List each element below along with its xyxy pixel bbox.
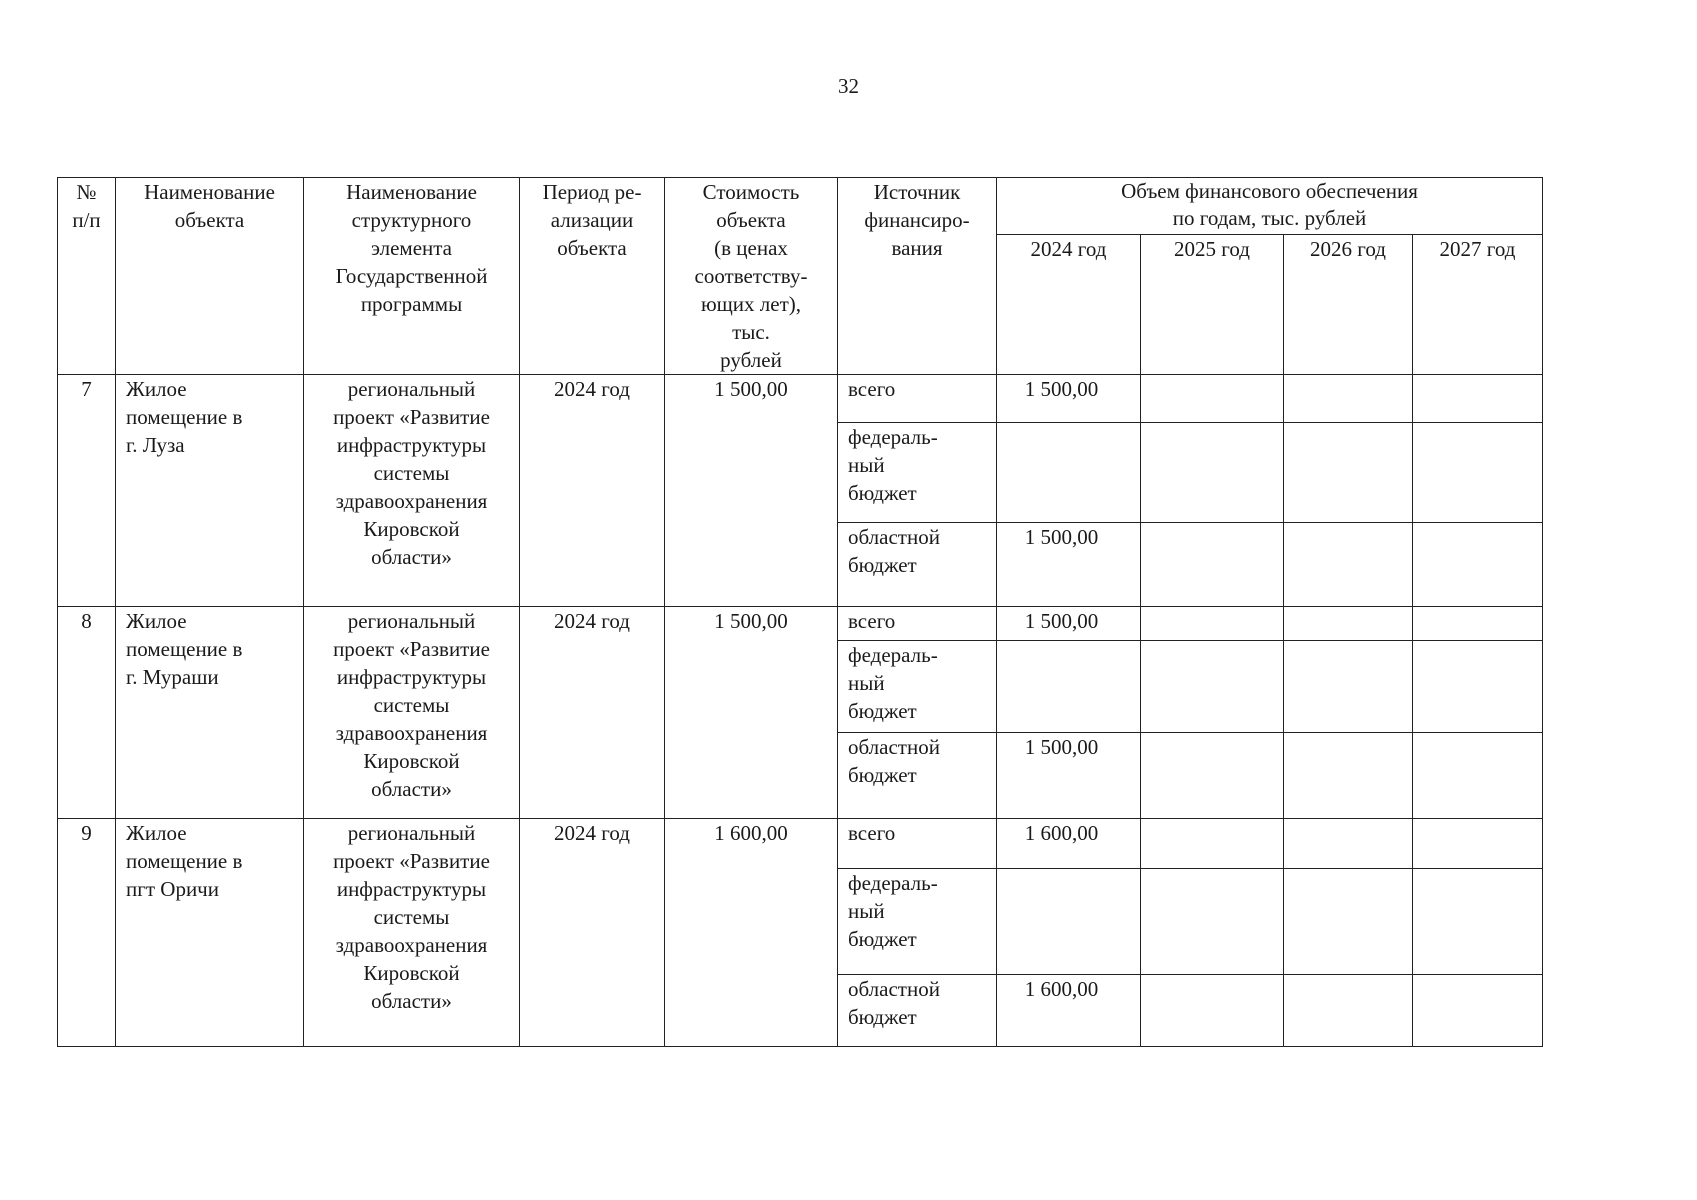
table-row: [58, 607, 1543, 641]
table-row: [58, 819, 1543, 869]
row-value: [1141, 819, 1284, 869]
row-source: всего: [838, 375, 997, 423]
row-num: 7: [58, 375, 116, 607]
page-number: 32: [838, 74, 859, 98]
row-source: федераль- ный бюджет: [838, 869, 997, 975]
row-source: областной бюджет: [838, 523, 997, 607]
row-cost: 1 500,00: [665, 607, 838, 819]
row-value: [1141, 423, 1284, 523]
row-value: [997, 641, 1141, 733]
row-value: [1413, 607, 1543, 641]
row-structural-element: региональный проект «Развитие инфраструктуры системы здравоохранения Кировской области»: [304, 607, 520, 819]
row-value: [1413, 423, 1543, 523]
row-value: [1413, 869, 1543, 975]
row-structural-element: региональный проект «Развитие инфраструктуры системы здравоохранения Кировской области»: [304, 375, 520, 607]
row-value: [1284, 423, 1413, 523]
row-value: [997, 423, 1141, 523]
row-source: всего: [838, 819, 997, 869]
row-value: [1141, 375, 1284, 423]
row-value: [1413, 641, 1543, 733]
header-cost: Стоимость объекта (в ценах соответству- ющих лет), тыс. рублей: [665, 178, 838, 375]
row-value: [1284, 375, 1413, 423]
row-object-name: Жилое помещение в пгт Оричи: [116, 819, 304, 1047]
row-cost: 1 500,00: [665, 375, 838, 607]
header-financing-group: Объем финансового обеспечения по годам, тыс. рублей: [997, 178, 1543, 235]
row-value: 1 500,00: [997, 607, 1141, 641]
header-year: 2024 год: [997, 234, 1141, 374]
row-value: 1 500,00: [997, 523, 1141, 607]
row-period: 2024 год: [520, 375, 665, 607]
row-source: областной бюджет: [838, 733, 997, 819]
row-value: 1 600,00: [997, 975, 1141, 1047]
row-value: [1284, 975, 1413, 1047]
row-value: [1413, 975, 1543, 1047]
header-structural-element: Наименование структурного элемента Государственной программы: [304, 178, 520, 375]
row-value: [1141, 641, 1284, 733]
row-value: [1413, 733, 1543, 819]
row-value: [1141, 869, 1284, 975]
row-period: 2024 год: [520, 819, 665, 1047]
row-value: [1413, 819, 1543, 869]
row-value: [1284, 819, 1413, 869]
row-value: [1284, 523, 1413, 607]
row-source: федераль- ный бюджет: [838, 423, 997, 523]
financing-table: [57, 177, 1543, 1047]
row-source: всего: [838, 607, 997, 641]
row-value: [1284, 869, 1413, 975]
row-object-name: Жилое помещение в г. Луза: [116, 375, 304, 607]
row-cost: 1 600,00: [665, 819, 838, 1047]
header-year: 2025 год: [1141, 234, 1284, 374]
row-value: [1284, 607, 1413, 641]
row-source: федераль- ный бюджет: [838, 641, 997, 733]
row-num: 9: [58, 819, 116, 1047]
row-value: 1 500,00: [997, 375, 1141, 423]
header-year: 2027 год: [1413, 234, 1543, 374]
row-object-name: Жилое помещение в г. Мураши: [116, 607, 304, 819]
row-value: [1284, 733, 1413, 819]
row-value: [1413, 523, 1543, 607]
row-value: [1141, 975, 1284, 1047]
row-value: [1413, 375, 1543, 423]
row-value: [1284, 641, 1413, 733]
row-value: [997, 869, 1141, 975]
header-year: 2026 год: [1284, 234, 1413, 374]
row-value: [1141, 607, 1284, 641]
row-value: 1 500,00: [997, 733, 1141, 819]
row-value: [1141, 523, 1284, 607]
row-num: 8: [58, 607, 116, 819]
header-object-name: Наименование объекта: [116, 178, 304, 375]
row-source: областной бюджет: [838, 975, 997, 1047]
header-source: Источник финансиро- вания: [838, 178, 997, 375]
row-period: 2024 год: [520, 607, 665, 819]
row-value: 1 600,00: [997, 819, 1141, 869]
table-row: [58, 375, 1543, 423]
header-num: № п/п: [58, 178, 116, 375]
row-structural-element: региональный проект «Развитие инфраструктуры системы здравоохранения Кировской области»: [304, 819, 520, 1047]
row-value: [1141, 733, 1284, 819]
header-period: Период ре- ализации объекта: [520, 178, 665, 375]
